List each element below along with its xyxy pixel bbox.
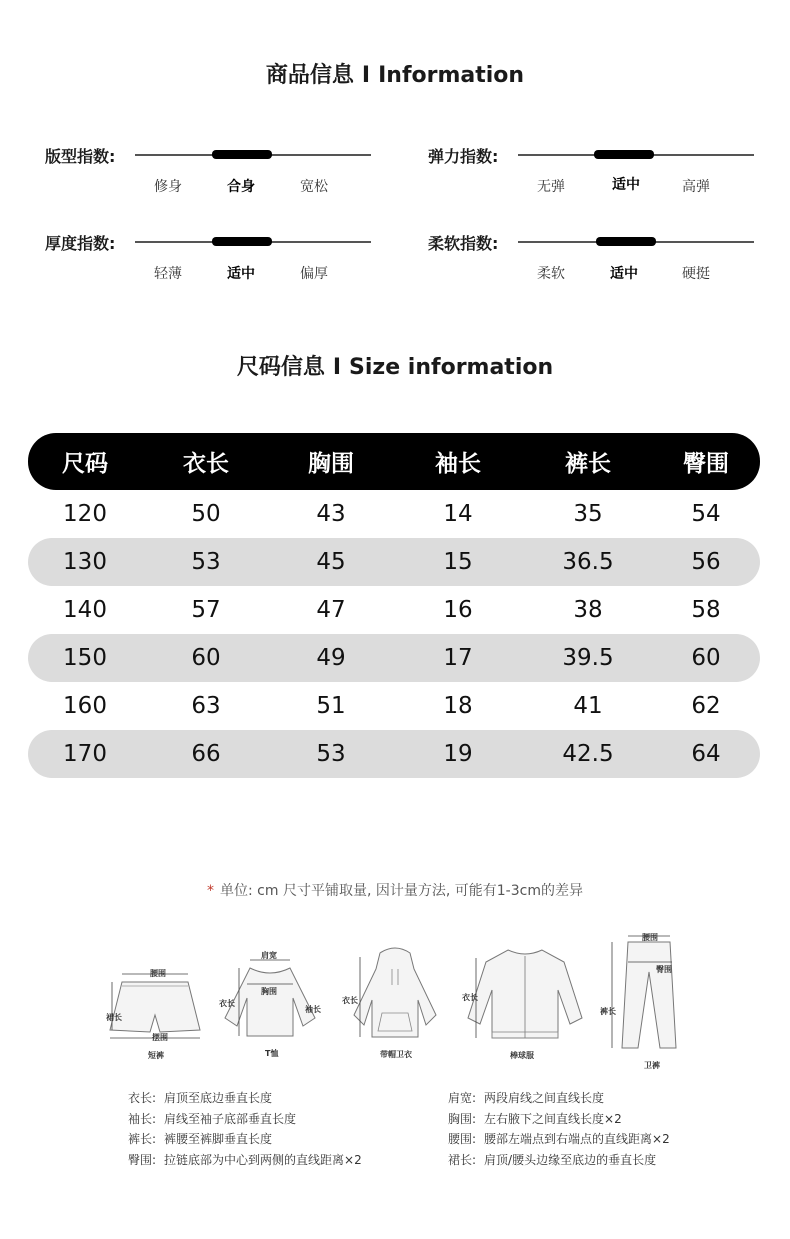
table-cell: 170 (63, 741, 107, 767)
size-table (28, 433, 760, 778)
pants-waist-label: 腰围 (642, 933, 658, 942)
thickness-index-label: 厚度指数: (45, 234, 116, 253)
table-cell: 17 (443, 645, 473, 671)
table-cell: 49 (316, 645, 346, 671)
table-cell: 60 (191, 645, 221, 671)
table-cell: 43 (316, 501, 346, 527)
pants-length-label: 裤长 (600, 1007, 616, 1016)
table-cell: 14 (443, 501, 473, 527)
header-length: 衣长 (183, 451, 229, 477)
thickness-option-thick: 偏厚 (300, 266, 328, 282)
table-cell: 47 (316, 597, 346, 623)
header-pants-length: 裤长 (565, 451, 611, 477)
definition-desc: 左右腋下之间直线长度×2 (484, 1111, 622, 1126)
tshirt-chest-label: 胸围 (261, 987, 277, 996)
pants-illustration (600, 932, 690, 1072)
table-cell: 54 (691, 501, 721, 527)
table-cell: 50 (191, 501, 221, 527)
shorts-length-label: 裙长 (106, 1013, 122, 1022)
size-info-cn: 尺码信息 (236, 355, 325, 380)
table-cell: 35 (573, 501, 603, 527)
elasticity-option-medium: 适中 (612, 177, 640, 193)
elasticity-index (428, 144, 768, 204)
product-info-title (0, 58, 790, 89)
definition-item (448, 1129, 670, 1150)
fit-index (45, 144, 385, 204)
jacket-diagram (460, 940, 590, 1065)
definition-item (128, 1109, 362, 1130)
softness-index (428, 231, 768, 291)
definition-item (128, 1129, 362, 1150)
note-text: 单位: cm 尺寸平铺取量, 因计量方法, 可能有1-3cm的差异 (220, 883, 583, 899)
header-sleeve: 袖长 (435, 451, 481, 477)
table-cell: 63 (191, 693, 221, 719)
table-cell: 36.5 (562, 549, 614, 575)
table-cell: 51 (316, 693, 346, 719)
definition-term: 袖长: (128, 1111, 157, 1126)
size-info-title (0, 350, 790, 381)
table-cell: 160 (63, 693, 107, 719)
table-cell: 45 (316, 549, 346, 575)
definition-item (128, 1088, 362, 1109)
pants-hip-label: 臀围 (656, 965, 672, 974)
table-cell: 18 (443, 693, 473, 719)
thickness-index (45, 231, 385, 291)
softness-index-marker (596, 237, 656, 246)
measurement-note (0, 880, 790, 900)
elasticity-index-label: 弹力指数: (428, 147, 499, 166)
table-cell: 19 (443, 741, 473, 767)
header-hip: 臀围 (683, 451, 729, 477)
shorts-name: 短裤 (148, 1051, 164, 1060)
table-cell: 62 (691, 693, 721, 719)
tshirt-sleeve-label: 袖长 (305, 1005, 321, 1014)
shorts-diagram (100, 960, 210, 1065)
softness-option-soft: 柔软 (537, 266, 565, 282)
table-cell: 66 (191, 741, 221, 767)
definition-item (128, 1150, 362, 1171)
fit-index-marker (212, 150, 272, 159)
tshirt-diagram (215, 948, 325, 1063)
definition-term: 裤长: (128, 1132, 157, 1146)
fit-index-label: 版型指数: (45, 147, 116, 166)
jacket-illustration (460, 940, 590, 1065)
hoodie-name: 带帽卫衣 (380, 1050, 412, 1059)
table-cell: 41 (573, 693, 603, 719)
definition-term: 衣长: (128, 1091, 157, 1105)
table-row (28, 490, 760, 538)
fit-option-slim: 修身 (154, 179, 182, 195)
definition-item (448, 1109, 670, 1130)
thickness-option-thin: 轻薄 (154, 266, 182, 282)
softness-option-medium: 适中 (610, 266, 638, 282)
table-cell: 140 (63, 597, 107, 623)
table-cell: 130 (63, 549, 107, 575)
table-row (28, 682, 760, 730)
title-separator: I (332, 355, 342, 380)
definition-term: 胸围: (448, 1111, 477, 1126)
table-cell: 42.5 (562, 741, 614, 767)
product-info-cn: 商品信息 (265, 63, 354, 88)
definition-desc: 腰部左端点到右端点的直线距离×2 (484, 1132, 670, 1146)
table-cell: 53 (191, 549, 221, 575)
table-cell: 38 (573, 597, 603, 623)
softness-index-label: 柔软指数: (428, 234, 499, 253)
fit-option-loose: 宽松 (300, 179, 328, 195)
definition-desc: 肩顶至底边垂直长度 (164, 1091, 273, 1105)
definition-item (448, 1150, 670, 1171)
size-table-header (28, 433, 760, 490)
table-cell: 15 (443, 549, 473, 575)
table-cell: 120 (63, 501, 107, 527)
shorts-hem-label: 摆围 (152, 1033, 168, 1042)
jacket-name: 棒球服 (510, 1051, 534, 1060)
table-cell: 56 (691, 549, 721, 575)
table-cell: 39.5 (562, 645, 614, 671)
thickness-index-marker (212, 237, 272, 246)
definition-desc: 肩顶/腰头边缘至底边的垂直长度 (484, 1152, 657, 1167)
hoodie-length-label: 衣长 (342, 996, 358, 1005)
product-info-en: Information (378, 63, 525, 88)
definition-term: 臀围: (128, 1152, 157, 1167)
pants-name: 卫裤 (644, 1061, 660, 1070)
table-cell: 60 (691, 645, 721, 671)
definition-term: 裙长: (448, 1152, 477, 1167)
definition-desc: 裤腰至裤脚垂直长度 (164, 1132, 273, 1146)
definition-term: 腰围: (448, 1132, 477, 1146)
elasticity-option-high: 高弹 (682, 179, 710, 195)
table-cell: 150 (63, 645, 107, 671)
definition-desc: 肩线至袖子底部垂直长度 (164, 1111, 297, 1126)
table-cell: 57 (191, 597, 221, 623)
table-row (28, 538, 760, 586)
table-cell: 16 (443, 597, 473, 623)
definition-term: 肩宽: (448, 1091, 477, 1105)
shorts-waist-label: 腰围 (150, 969, 166, 978)
definitions-right (448, 1088, 670, 1170)
table-row (28, 586, 760, 634)
thickness-option-medium: 适中 (227, 266, 255, 282)
definition-item (448, 1088, 670, 1109)
size-info-en: Size information (349, 355, 554, 380)
table-cell: 64 (691, 741, 721, 767)
elasticity-option-none: 无弹 (537, 179, 565, 195)
tshirt-name: T恤 (265, 1049, 279, 1058)
fit-option-regular: 合身 (227, 179, 255, 195)
header-chest: 胸围 (308, 451, 354, 477)
table-cell: 58 (691, 597, 721, 623)
hoodie-diagram (340, 945, 450, 1065)
definition-desc: 拉链底部为中心到两侧的直线距离×2 (164, 1152, 362, 1167)
tshirt-length-label: 衣长 (219, 999, 235, 1008)
definitions-left (128, 1088, 362, 1170)
title-separator: I (361, 63, 371, 88)
jacket-length-label: 衣长 (462, 993, 478, 1002)
table-row (28, 730, 760, 778)
header-size: 尺码 (62, 451, 108, 477)
tshirt-shoulder-label: 肩宽 (261, 951, 277, 960)
softness-option-stiff: 硬挺 (682, 266, 710, 282)
definition-desc: 两段肩线之间直线长度 (484, 1091, 605, 1105)
table-cell: 53 (316, 741, 346, 767)
elasticity-index-marker (594, 150, 654, 159)
note-star: * (207, 883, 215, 899)
table-row (28, 634, 760, 682)
pants-diagram (600, 932, 690, 1072)
